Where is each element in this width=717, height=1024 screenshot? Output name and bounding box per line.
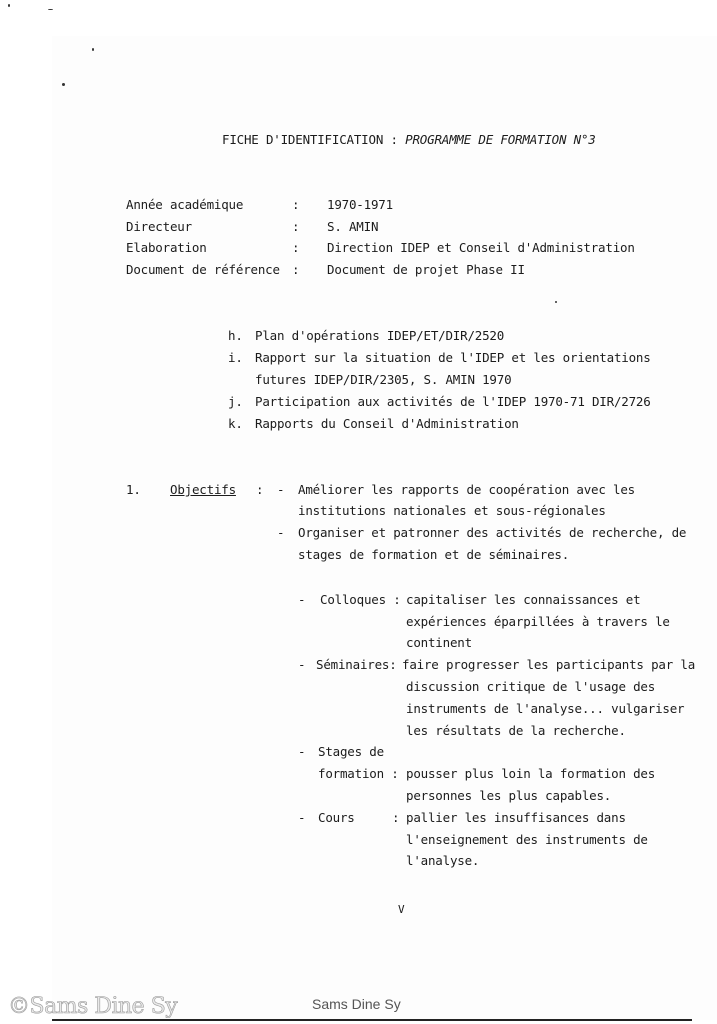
reference-text: Participation aux activités de l'IDEP 1970-71 DIR/2726 xyxy=(255,394,651,409)
activity-text: expériences éparpillées à travers le xyxy=(406,614,670,629)
reference-letter: i. xyxy=(228,350,243,365)
bullet-text: institutions nationales et sous-régionales xyxy=(298,503,606,518)
activity-text: les résultats de la recherche. xyxy=(406,723,626,738)
activity-text: l'analyse. xyxy=(406,853,480,868)
activity-dash: - xyxy=(298,810,306,825)
info-value: 1970-1971 xyxy=(327,197,393,212)
activity-dash: - xyxy=(298,744,306,759)
scan-speck xyxy=(8,4,10,7)
info-value: Direction IDEP et Conseil d'Administration xyxy=(327,240,635,255)
bullet-text: Améliorer les rapports de coopération avec les xyxy=(298,482,635,497)
activity-text: faire progresser les participants par la xyxy=(402,657,696,672)
reference-letter: h. xyxy=(228,328,243,343)
info-value: S. AMIN xyxy=(327,219,379,234)
info-separator: : xyxy=(292,240,300,255)
activity-text: pallier les insuffisances dans xyxy=(406,810,626,825)
reference-text: futures IDEP/DIR/2305, S. AMIN 1970 xyxy=(255,372,512,387)
section-heading: Objectifs xyxy=(170,482,236,497)
title-italic: PROGRAMME DE FORMATION N°3 xyxy=(405,132,596,147)
watermark-center: Sams Dine Sy xyxy=(312,996,401,1012)
activity-label: Colloques : xyxy=(320,592,401,607)
activity-label: Cours xyxy=(318,810,355,825)
activity-label: Stages de xyxy=(318,744,384,759)
bottom-rule xyxy=(52,1019,692,1021)
reference-text: Plan d'opérations IDEP/ET/DIR/2520 xyxy=(255,328,505,343)
bullet-text: stages de formation et de séminaires. xyxy=(298,547,570,562)
activity-text: personnes les plus capables. xyxy=(406,788,612,803)
reference-text: Rapport sur la situation de l'IDEP et les orientations xyxy=(255,350,651,365)
activity-label: Séminaires: xyxy=(316,657,397,672)
scan-speck xyxy=(48,9,53,10)
info-label: Directeur xyxy=(126,219,192,234)
activity-dash: - xyxy=(298,592,306,607)
activity-text: l'enseignement des instruments de xyxy=(406,832,648,847)
reference-letter: k. xyxy=(228,416,243,431)
section-colon: : xyxy=(256,482,264,497)
document-title xyxy=(222,132,596,148)
info-separator: : xyxy=(292,197,300,212)
page-marker: V xyxy=(398,903,405,916)
activity-label: formation : xyxy=(318,766,399,781)
watermark-left: ©Sams Dine Sy xyxy=(8,994,178,1019)
activity-text: capitaliser les connaissances et xyxy=(406,592,641,607)
bullet-text: Organiser et patronner des activités de recherche, de xyxy=(298,525,687,540)
section-number: 1. xyxy=(126,482,141,497)
info-value: Document de projet Phase II xyxy=(327,262,525,277)
info-label: Document de référence xyxy=(126,262,280,277)
activity-text: continent xyxy=(406,635,472,650)
activity-colon: : xyxy=(392,810,400,825)
info-separator: : xyxy=(292,219,300,234)
reference-text: Rapports du Conseil d'Administration xyxy=(255,416,519,431)
activity-dash: - xyxy=(298,657,306,672)
reference-letter: j. xyxy=(228,394,243,409)
scan-speck xyxy=(555,301,557,303)
scan-speck xyxy=(92,48,94,51)
bullet-dash: - xyxy=(277,482,285,497)
info-label: Elaboration xyxy=(126,240,207,255)
info-label: Année académique xyxy=(126,197,244,212)
scan-speck xyxy=(62,83,65,86)
info-separator: : xyxy=(292,262,300,277)
activity-text: instruments de l'analyse... vulgariser xyxy=(406,701,685,716)
title-main: FICHE D'IDENTIFICATION : xyxy=(222,132,398,147)
activity-text: discussion critique de l'usage des xyxy=(406,679,656,694)
bullet-dash: - xyxy=(277,525,285,540)
activity-text: pousser plus loin la formation des xyxy=(406,766,656,781)
